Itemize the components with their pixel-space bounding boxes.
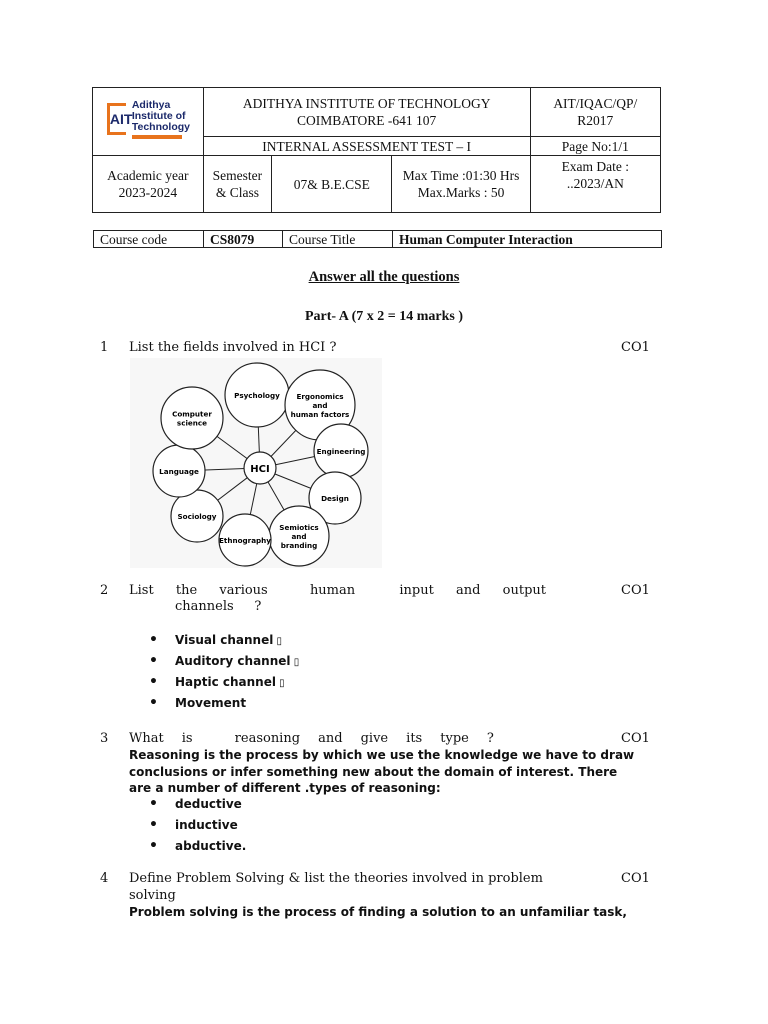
logo-cell [93, 88, 204, 156]
semester-label: Semester [212, 168, 263, 183]
list-item: • Visual channel ▯ [146, 630, 299, 651]
list-item: • Auditory channel ▯ [146, 651, 299, 672]
q4-answer-paragraph: Problem solving is the process of finding a solution to an unfamiliar task, [129, 905, 627, 919]
exam-date-cell [530, 156, 660, 213]
q2-word: input [399, 583, 434, 598]
course-title: Human Computer Interaction [393, 231, 662, 248]
q1-number: 1 [100, 340, 109, 355]
q2-text [129, 583, 546, 598]
q2-word: the [175, 583, 198, 598]
institute-name: ADITHYA INSTITUTE OF TECHNOLOGY [242, 96, 491, 111]
diagram-center-label: HCI [250, 464, 270, 475]
q3-word: is [181, 731, 193, 746]
q2-word: List [129, 583, 154, 598]
doc-code-2: R2017 [577, 113, 614, 128]
diagram-node-label: Engineering [316, 447, 366, 456]
exam-date-label: Exam Date : [561, 159, 630, 174]
list-item: • inductive [146, 815, 246, 836]
diagram-node-label: Ethnography [218, 536, 272, 545]
q3-word: What [129, 731, 164, 746]
q3-word: and [318, 731, 343, 746]
academic-year: 2023-2024 [118, 185, 178, 200]
list-item: • Haptic channel ▯ [146, 672, 299, 693]
academic-year-label: Academic year [107, 168, 189, 183]
q4-number: 4 [100, 871, 109, 886]
list-item: • deductive [146, 794, 246, 815]
diagram-node-label: Computer [172, 409, 212, 419]
q3-answer-list [146, 794, 246, 857]
q2-word: and [456, 583, 481, 598]
logo-line3: Technology [131, 120, 190, 133]
doc-code-1: AIT/IQAC/QP/ [553, 96, 638, 111]
max-marks: Max.Marks : 50 [417, 185, 505, 200]
diagram-node-label: science [176, 418, 208, 428]
institute-logo [99, 97, 197, 147]
hci-fields-diagram [130, 358, 382, 568]
doc-code-cell [530, 88, 660, 137]
q3-word: ? [486, 731, 494, 746]
test-name: INTERNAL ASSESSMENT TEST – I [203, 137, 530, 156]
logo-line2: Institute of [131, 109, 186, 122]
diagram-node-label: Language [159, 467, 199, 476]
max-time: Max Time :01:30 Hrs [402, 168, 520, 183]
course-title-label: Course Title [283, 231, 393, 248]
part-a-heading: Part- A (7 x 2 = 14 marks ) [304, 309, 464, 324]
q1-text: List the fields involved in HCI ? [129, 340, 337, 355]
class-label: & Class [215, 185, 259, 200]
course-table [93, 230, 662, 248]
logo-abbr: AIT [109, 110, 133, 127]
q3-word: reasoning [234, 731, 301, 746]
q2-number: 2 [100, 583, 109, 598]
q2-word: output [502, 583, 546, 598]
academic-year-cell [93, 156, 204, 213]
course-code-label: Course code [94, 231, 204, 248]
semester-class: 07& B.E.CSE [272, 156, 392, 213]
diagram-node-label: human factors [290, 410, 350, 419]
diagram-node-label: Design [321, 494, 349, 503]
q3-word: give [360, 731, 389, 746]
q3-answer-line: Reasoning is the process by which we use the knowledge we have to draw [129, 748, 635, 762]
max-time-marks-cell [392, 156, 530, 213]
q3-word: type [440, 731, 469, 746]
exam-header-table [92, 87, 661, 213]
institute-city: COIMBATORE -641 107 [297, 113, 437, 128]
diagram-node-label: and [291, 532, 307, 541]
q3-text [129, 731, 494, 746]
q4-text-line1: Define Problem Solving & list the theories involved in problem [129, 871, 543, 886]
q3-number: 3 [100, 731, 109, 746]
q1-co: CO1 [621, 340, 650, 355]
diagram-node-label: and [312, 401, 328, 410]
diagram-node-label: Semiotics [279, 523, 319, 532]
q2-word: human [309, 583, 356, 598]
q4-text-line2: solving [129, 888, 176, 903]
diagram-node-label: Sociology [177, 512, 217, 521]
diagram-node-label: Psychology [234, 391, 280, 400]
diagram-node-label: Ergonomics [296, 392, 344, 401]
q2-text-line2: channels ? [175, 599, 262, 614]
q3-word: its [406, 731, 423, 746]
q3-co: CO1 [621, 731, 650, 746]
semester-label-cell [203, 156, 271, 213]
list-item: • Movement [146, 693, 299, 714]
logo-line1: Adithya [131, 98, 171, 111]
course-code: CS8079 [204, 231, 283, 248]
q2-answer-list [146, 630, 299, 714]
q2-co: CO1 [621, 583, 650, 598]
q4-co: CO1 [621, 871, 650, 886]
diagram-node-label: branding [280, 541, 318, 550]
instructions: Answer all the questions [308, 269, 460, 285]
q3-answer-line: conclusions or infer something new about the domain of interest. There [129, 764, 618, 779]
q3-answer-paragraph [129, 747, 634, 797]
q2-word: various [219, 583, 268, 598]
exam-date: ..2023/AN [566, 176, 624, 191]
q3-answer-line: are a number of different .types of reasoning: [129, 781, 441, 795]
page-number: Page No:1/1 [530, 137, 660, 156]
list-item: • abductive. [146, 836, 246, 857]
institute-name-cell [203, 88, 530, 137]
